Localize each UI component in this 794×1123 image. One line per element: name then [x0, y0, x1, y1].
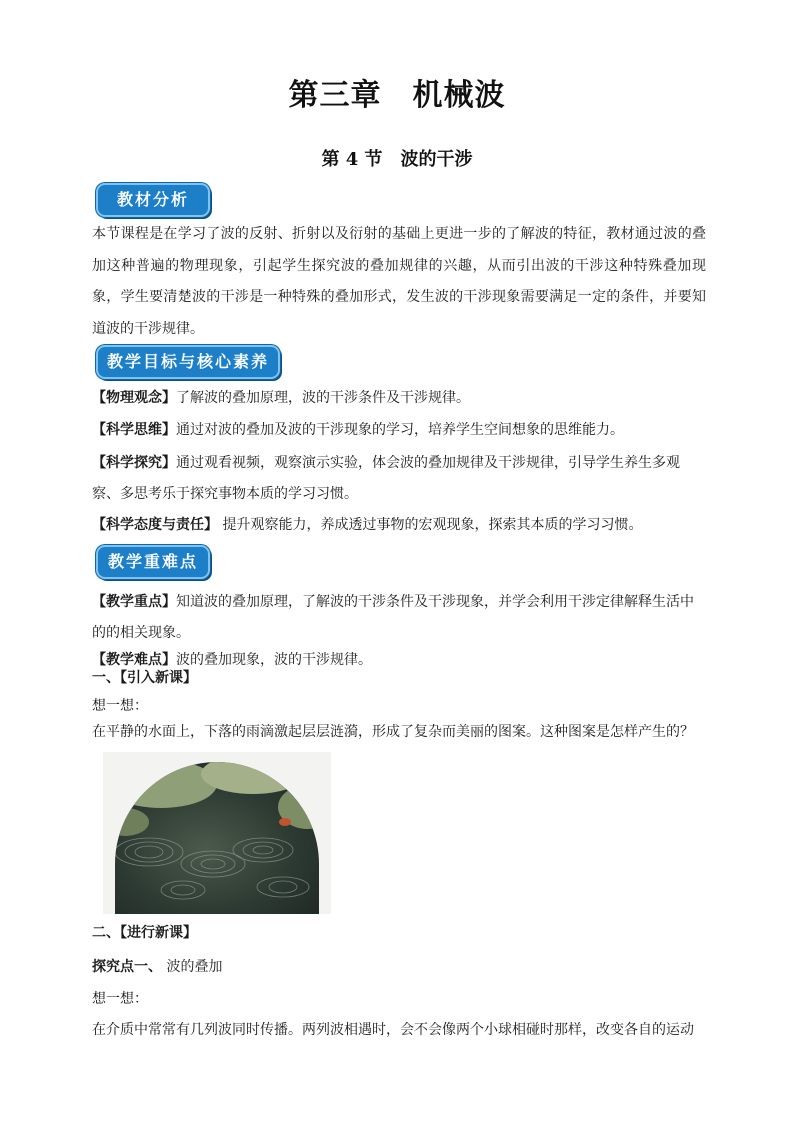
raindrops-pond-image: [103, 752, 331, 914]
intro-heading: 一、【引入新课】: [92, 670, 197, 686]
section-title: 第 4 节 波的干涉: [321, 149, 473, 170]
goal-tag: 【物理观念】: [92, 390, 176, 406]
goal-physics-concept: [92, 387, 706, 409]
goal-text: 通过对波的叠加及波的干涉现象的学习，培养学生空间想象的思维能力。: [176, 422, 624, 438]
key-point-focus: [92, 587, 706, 649]
inquiry-point-label: 探究点一、: [92, 959, 162, 975]
intro-question: 在平静的水面上，下落的雨滴激起层层涟漪，形成了复杂而美丽的图案。这种图案是怎样产生的？: [92, 724, 694, 740]
goal-text: 了解波的叠加原理，波的干涉条件及干涉规律。: [176, 390, 470, 406]
goal-text: 通过观看视频，观察演示实验，体会波的叠加规律及干涉规律，引导学生养生多观察、多思考乐于探究事物本质的学习习惯。: [92, 455, 680, 502]
goal-tag: 【科学思维】: [92, 422, 176, 438]
intro-think: 想一想：: [92, 698, 148, 714]
raindrops-pond-photo: [103, 752, 331, 914]
key-point-text: 波的叠加现象，波的干涉规律。: [176, 652, 372, 668]
key-point-text: 知道波的叠加原理，了解波的干涉条件及干涉现象，并学会利用干涉定律解释生活中的的相关现象。: [92, 594, 694, 641]
goal-scientific-inquiry: [92, 448, 706, 510]
chapter-title: 第三章 机械波: [288, 78, 506, 113]
goal-text: 提升观察能力，养成透过事物的宏观现象，探索其本质的学习习惯。: [218, 517, 643, 533]
new-lesson-think: 想一想：: [92, 991, 148, 1007]
analysis-paragraph: 本节课程是在学习了波的反射、折射以及衍射的基础上更进一步的了解波的特征，教材通过波的叠加这种普遍的物理现象，引起学生探究波的叠加规律的兴趣，从而引出波的干涉这种特殊叠加现象，学生要清楚波的干涉是一种特殊的叠加形式，发生波的干涉现象需要满足一定的条件，并要知道波的干涉规律。: [92, 226, 706, 337]
goal-scientific-thinking: [92, 419, 706, 441]
badge-key-points: 教学重难点: [96, 545, 210, 579]
badge-analysis: 教材分析: [96, 183, 210, 217]
key-point-tag: 【教学难点】: [92, 652, 176, 668]
key-point-tag: 【教学重点】: [92, 594, 176, 610]
goal-scientific-attitude: [92, 514, 706, 536]
new-lesson-heading: 二、【进行新课】: [92, 925, 197, 941]
badge-goals: 教学目标与核心素养: [96, 345, 280, 379]
inquiry-point-title: 波的叠加: [162, 959, 223, 975]
goal-tag: 【科学态度与责任】: [92, 517, 218, 533]
goal-tag: 【科学探究】: [92, 455, 176, 471]
inquiry-point-one: [92, 956, 706, 978]
new-lesson-text: 在介质中常常有几列波同时传播。两列波相遇时，会不会像两个小球相碰时那样，改变各自的运动: [92, 1022, 694, 1038]
